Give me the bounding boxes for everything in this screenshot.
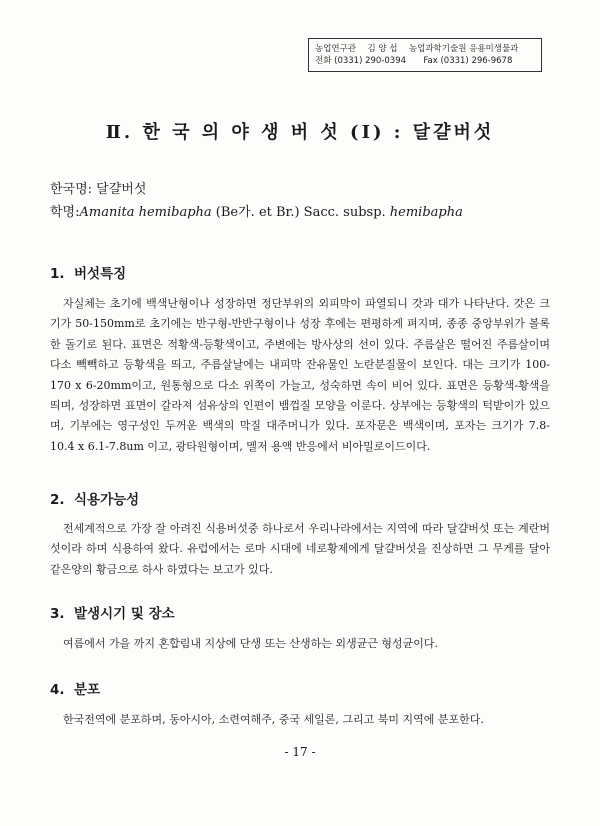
section-heading-edibility [50,488,139,508]
section-body-edibility: 전세계적으로 가장 잘 아려진 식용버섯중 하나로서 우리나라에서는 지역에 따라 달걀버섯 또는 계란버섯이라 하며 식용하여 왔다. 유럽에서는 로마 시대에 네로황제에게 달걀버섯을 진상하면 그 무게를 달아 같은양의 황금으로 하사 하였다는 보고가 있다. [50,522,550,576]
author-phone: 전화 (0331) 290-0394 [315,56,407,66]
scientific-subspecies: hemibapha [389,205,463,220]
author-info-box [308,38,542,72]
section-heading-features [50,262,126,282]
section-title: 분포 [74,682,101,698]
species-info [50,178,463,224]
section-body-occurrence: 여름에서 가을 까지 혼합림내 지상에 단생 또는 산생하는 외생균근 형성균이다. [63,637,438,650]
author-fax: Fax (0331) 296-9678 [423,56,513,66]
author-department: 농업과학기술원 응용미생물과 [408,44,519,54]
author-info-line-1 [315,43,535,55]
author-name: 김 양 섭 [367,44,398,54]
section-heading-occurrence [50,602,175,622]
section-title: 발생시기 및 장소 [74,606,175,622]
author-info-line-2 [315,55,535,67]
section-title: 버섯특징 [74,266,127,282]
section-body-features: 자실체는 초기에 백색난형이나 성장하면 정단부위의 외피막이 파열되니 갓과 대가 나타난다. 갓은 크기가 50-150mm로 초기에는 반구형-반반구형이나 성장 후에는 편평하게 펴지며, 종종 중앙부위가 볼록한 돌기로 된다. 표면은 적황색-등황색이고, 주변에는 방사상의 선이 있다. 주름살은 떨어진 주름살이며 다소 빽빽하고 등황색을 띄고, 주름살날에는 내피막 잔유물인 노란분질물이 보인다. 대는 크기가 100-170 x 6-20mm이고, 원통형으로 다소 위쪽이 가늘고, 성숙하면 속이 비어 있다. 표면은 등황색-황색을 띄며, 성장하면 표면이 갈라져 섬유상의 인편이 뱀껍질 모양을 이룬다. 상부에는 등황색의 턱받이가 있으며, 기부에는 영구성인 두꺼운 백색의 막질 대주머니가 있다. 포자문은 백색이며, 포자는 크기가 7.8-10.4 x 6.1-7.8um 이고, 광타원형이며, 멜저 용액 반응에서 비아밀로이드이다. [50,297,550,453]
section-heading-distribution [50,678,100,698]
section-body-distribution: 한국전역에 분포하며, 동아시아, 소련여해주, 중국 세일론, 그리고 북미 지역에 분포한다. [63,713,484,726]
scientific-name [50,201,463,224]
section-number: 2. [50,492,65,508]
page-number: - 17 - [284,745,316,759]
section-number: 4. [50,682,65,698]
korean-name: 한국명: 달걀버섯 [50,182,147,197]
scientific-name-label: 학명: [50,205,80,220]
scientific-author: (Be가. et Br.) Sacc. subsp. [211,205,390,220]
scientific-genus: Amanita hemibapha [79,205,212,220]
page-title: Ⅱ. 한 국 의 야 생 버 섯 (Ⅰ) : 달걀버섯 [105,122,495,143]
section-number: 1. [50,266,65,282]
section-number: 3. [50,606,65,622]
author-org: 농업연구관 [315,44,357,54]
section-title: 식용가능성 [74,492,140,508]
